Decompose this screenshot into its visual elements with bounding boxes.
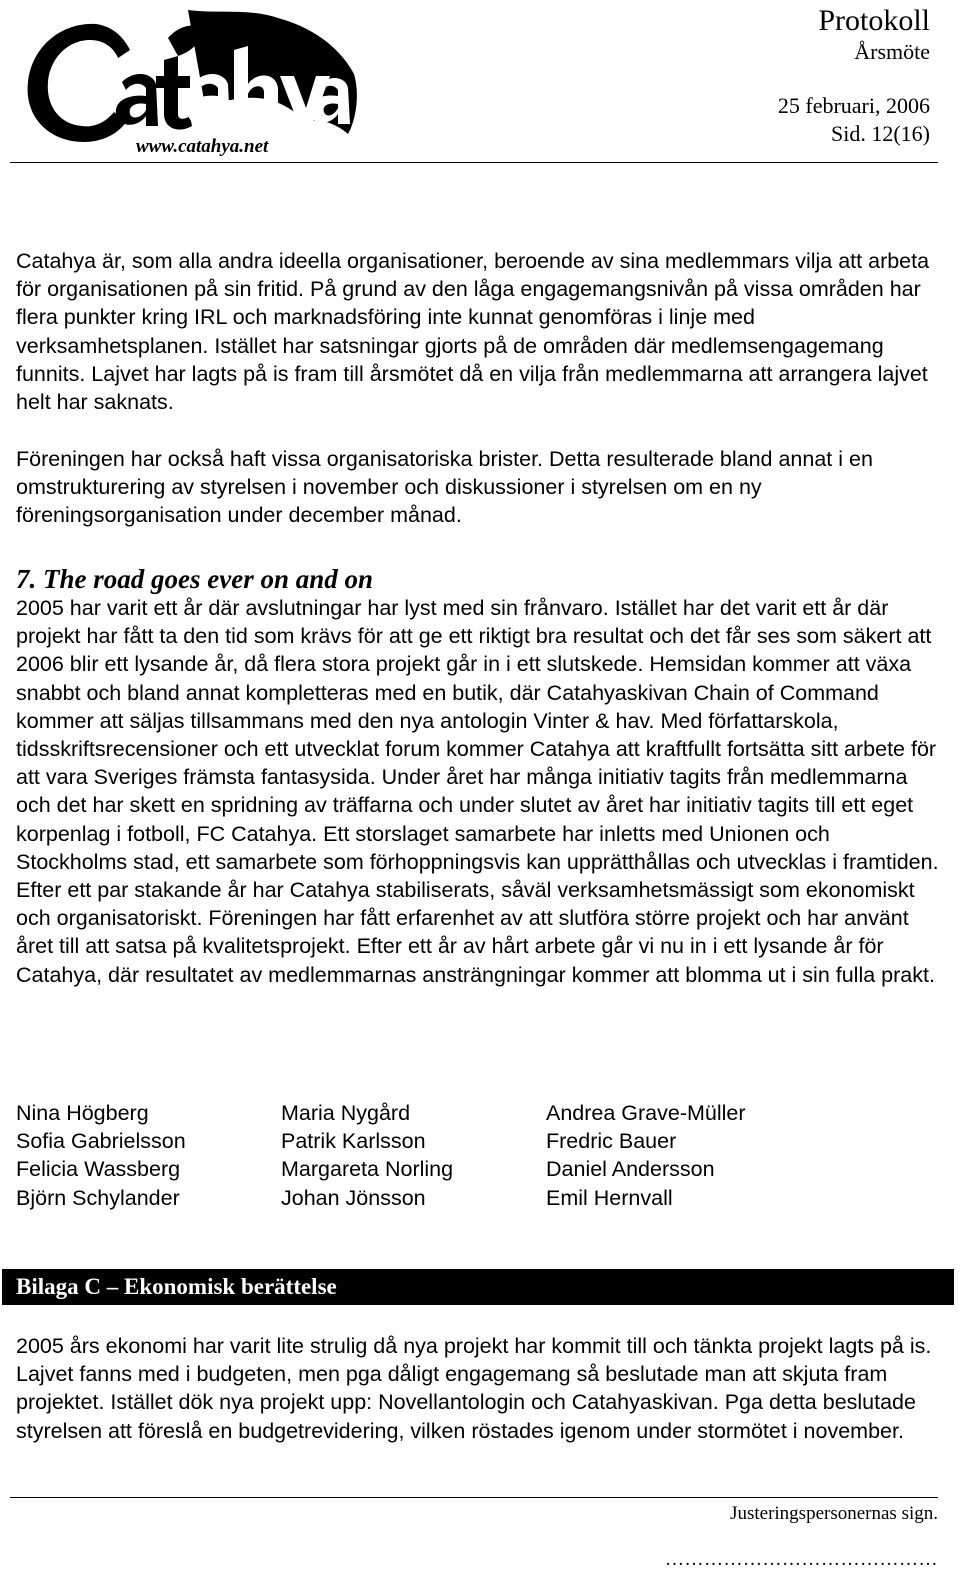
- document-subtitle: Årsmöte: [854, 39, 930, 64]
- signatory-column-2: [281, 1099, 453, 1212]
- signatory-name: Maria Nygård: [281, 1101, 411, 1125]
- signatory-name: Emil Hernvall: [546, 1185, 673, 1210]
- signature-label: Justeringspersonernas sign.: [730, 1503, 938, 1524]
- signatory-name: Johan Jönsson: [281, 1185, 426, 1210]
- appendix-heading-bar: [2, 1269, 954, 1305]
- signatory-name: Nina Högberg: [16, 1101, 149, 1125]
- signatory-name: Sofia Gabrielsson: [16, 1129, 186, 1154]
- signatory-name: Björn Schylander: [16, 1185, 180, 1210]
- paragraph-organisation: Föreningen har också haft vissa organisatoriska brister. Detta resulterade bland annat i en omstrukturering av styrelsen i november och diskussioner i styrelsen om en ny föreningsorganisation under december månad.: [16, 447, 873, 528]
- document-date: 25 februari, 2006: [777, 93, 930, 118]
- catahya-logo: [18, 4, 360, 160]
- page-number: Sid. 12(16): [831, 121, 930, 146]
- signatory-name: Felicia Wassberg: [16, 1157, 181, 1182]
- signatory-name: Patrik Karlsson: [281, 1129, 426, 1154]
- paragraph-engagement: Catahya är, som alla andra ideella organisationer, beroende av sina medlemmars vilja att arbeta för organisationen på sin fritid. På grund av den låga engagemangsnivån på vissa områden har flera punkter kring IRL och marknadsföring inte kunnat genomföras i linje med verksamhetsplanen. Istället har satsningar gjorts på de områden där medlemsengagemang funnits. Lajvet har lagts på is fram till årsmötet då en vilja från medlemmarna att arrangera lajvet helt har saknats.: [16, 249, 930, 415]
- document-title: Protokoll: [818, 4, 930, 37]
- signatory-name: Fredric Bauer: [546, 1129, 677, 1154]
- appendix-heading: Bilaga C – Ekonomisk berättelse: [16, 1274, 337, 1299]
- signatory-name: Margareta Norling: [281, 1157, 454, 1182]
- header-divider: [10, 162, 938, 163]
- section-7-heading: 7. The road goes ever on and on: [16, 564, 373, 594]
- paragraph-economy: 2005 års ekonomi har varit lite strulig då nya projekt har kommit till och tänkta projekt lagts på is. Lajvet fanns med i budgeten, men pga dåligt engagemang så beslutade man att skjuta fram projektet. Istället dök nya projekt upp: Novellantologin och Catahyaskivan. Pga detta beslutade styrelsen att föreslå en budgetrevidering, vilken röstades igenom under stormötet i november.: [16, 1334, 932, 1443]
- logo-url-text: www.catahya.net: [136, 136, 269, 157]
- paragraph-road-ahead: 2005 har varit ett år där avslutningar har lyst med sin frånvaro. Istället har det varit ett år där projekt har fått ta den tid som krävs för att ge ett riktigt bra resultat och det får ses som säkert att 2006 blir ett lysande år, då flera stora projekt går in i ett slutskede. Hemsidan kommer att växa snabbt och bland annat kompletteras med en butik, där Catahyaskivan Chain of Command kommer att säljas tillsammans med den nya antologin Vinter & hav. Med författarskola, tidsskriftsrecensioner och ett utvecklat forum kommer Catahya att kraftfullt fortsätta sitt arbete för att vara Sveriges främsta fantasysida. Under året har många initiativ tagits från medlemmarna och det har skett en spridning av träffarna och under slutet av året har initiativ tagits till ett eget korpenlag i fotboll, FC Catahya. Ett storslaget samarbete har inletts med Unionen och Stockholms stad, ett samarbete som förhoppningsvis kan upprätthållas och utvecklas i framtiden. Efter ett par stakande år har Catahya stabiliserats, såväl verksamhetsmässigt som ekonomiskt och organisatoriskt. Föreningen har fått erfarenhet av att slutföra större projekt och har använt året till att satsa på kvalitetsprojekt. Efter ett år av hårt arbete går vi nu in i ett lysande år för Catahya, där resultatet av medlemmarnas ansträngningar kommer att blomma ut i sin fulla prakt.: [16, 596, 939, 987]
- signatory-column-3: [546, 1099, 746, 1212]
- signature-line: ……………………………………: [665, 1549, 938, 1570]
- footer-divider: [10, 1497, 938, 1498]
- signatory-column-1: [16, 1099, 186, 1212]
- header-info: [778, 4, 930, 148]
- signatory-name: Daniel Andersson: [546, 1157, 715, 1182]
- signatory-name: Andrea Grave-Müller: [546, 1101, 746, 1125]
